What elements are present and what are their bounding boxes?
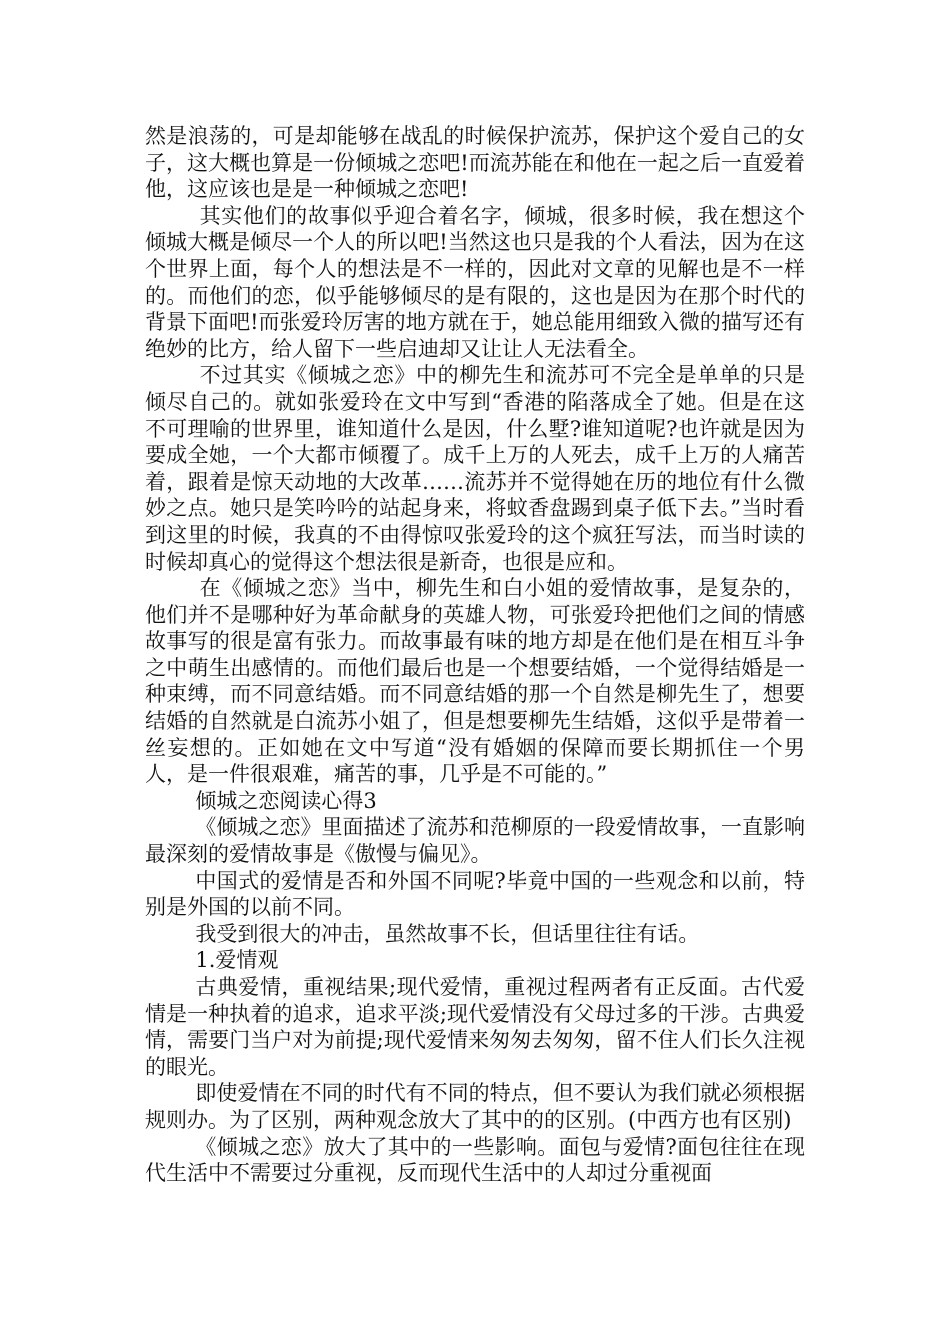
paragraph-5: 《倾城之恋》里面描述了流苏和范柳原的一段爱情故事，一直影响最深刻的爱情故事是《傲慢与偏见》。	[145, 815, 805, 867]
paragraph-4: 在《倾城之恋》当中，柳先生和白小姐的爱情故事，是复杂的，他们并不是哪种好为革命献身的英雄人物，可张爱玲把他们之间的情感故事写的很是富有张力。而故事最有味的地方却是在他们是在相互斗争之中萌生出感情的。而他们最后也是一个想要结婚，一个觉得结婚是一种束缚，而不同意结婚。而不同意结婚的那一个自然是柳先生了，想要结婚的自然就是白流苏小姐了，但是想要柳先生结婚，这似乎是带着一丝妄想的。正如她在文中写道“没有婚姻的保障而要长期抓住一个男人，是一件很艰难，痛苦的事，几乎是不可能的。”	[145, 576, 805, 787]
section-heading: 倾城之恋阅读心得3	[195, 788, 377, 813]
paragraph-3: 不过其实《倾城之恋》中的柳先生和流苏可不完全是单单的只是倾尽自己的。就如张爱玲在文中写到“香港的陷落成全了她。但是在这不可理喻的世界里，谁知道什么是因，什么墅?谁知道呢?也许就是因为要成全她，一个大都市倾覆了。成千上万的人死去，成千上万的人痛苦着，跟着是惊天动地的大改革……流苏并不觉得她在历的地位有什么微妙之点。她只是笑吟吟的站起身来，将蚊香盘踢到桌子低下去。”当时看到这里的时候，我真的不由得惊叹张爱玲的这个疯狂写法，而当时读的时候却真心的觉得这个想法很是新奇，也很是应和。	[145, 363, 805, 574]
subheading-love-view: 1.爱情观	[195, 948, 279, 973]
paragraph-1: 然是浪荡的，可是却能够在战乱的时候保护流苏，保护这个爱自己的女子，这大概也算是一份倾城之恋吧!而流苏能在和他在一起之后一直爱着他，这应该也是是一种倾城之恋吧!	[145, 124, 805, 202]
paragraph-7: 我受到很大的冲击，虽然故事不长，但话里往往有话。	[195, 921, 700, 946]
document-page	[145, 123, 805, 1187]
paragraph-10: 《倾城之恋》放大了其中的一些影响。面包与爱情?面包往往在现代生活中不需要过分重视，反而现代生活中的人却过分重视面	[145, 1134, 805, 1186]
paragraph-8: 古典爱情，重视结果;现代爱情，重视过程两者有正反面。古代爱情是一种执着的追求，追求平淡;现代爱情没有父母过多的干涉。古典爱情，需要门当户对为前提;现代爱情来匆匆去匆匆，留不住人们长久注视的眼光。	[145, 975, 805, 1079]
paragraph-6: 中国式的爱情是否和外国不同呢?毕竟中国的一些观念和以前，特别是外国的以前不同。	[145, 868, 805, 920]
paragraph-2: 其实他们的故事似乎迎合着名字，倾城，很多时候，我在想这个倾城大概是倾尽一个人的所以吧!当然这也只是我的个人看法，因为在这个世界上面，每个人的想法是不一样的，因此对文章的见解也是不一样的。而他们的恋，似乎能够倾尽的是有限的，这也是因为在那个时代的背景下面吧!而张爱玲厉害的地方就在于，她总能用细致入微的描写还有绝妙的比方，给人留下一些启迪却又让让人无法看全。	[145, 203, 805, 361]
paragraph-9: 即使爱情在不同的时代有不同的特点，但不要认为我们就必须根据规则办。为了区别，两种观念放大了其中的的区别。(中西方也有区别)	[145, 1081, 805, 1132]
